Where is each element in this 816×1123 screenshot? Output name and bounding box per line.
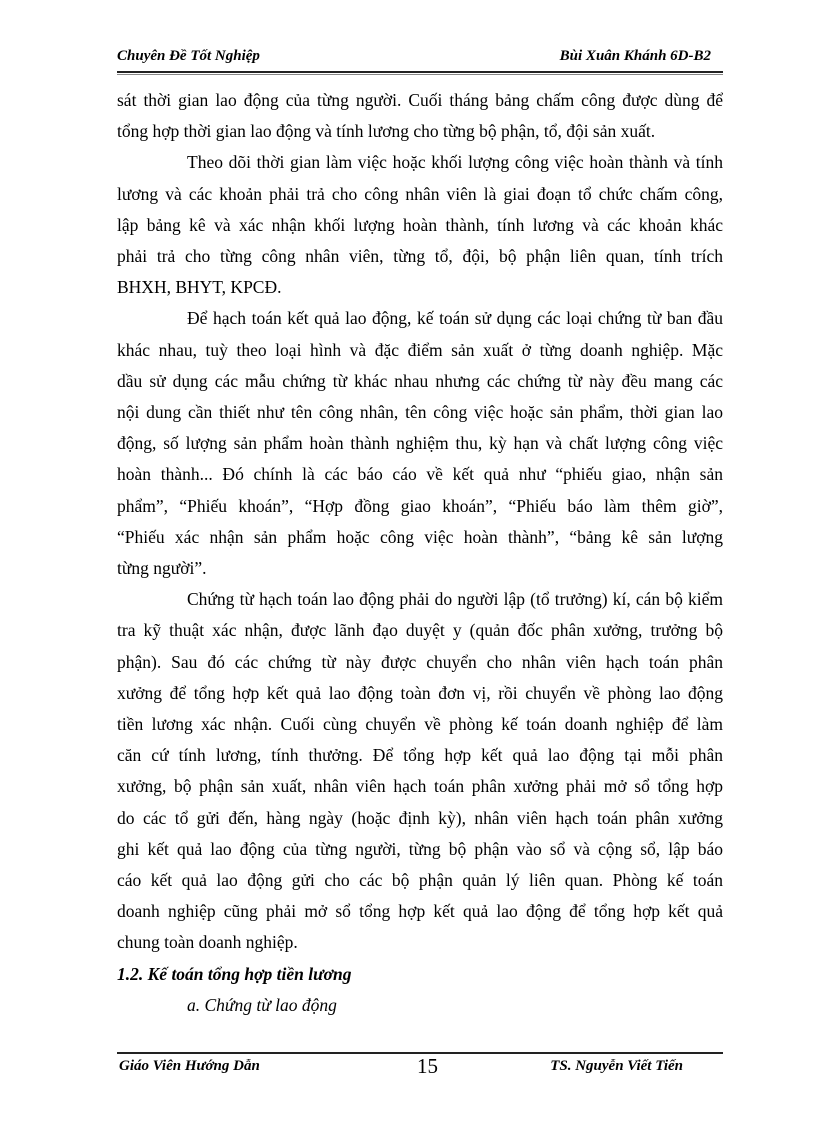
- text-line: do các tổ gửi đến, hàng ngày (hoặc định kỳ), nhân viên hạch toán phân xưởng: [117, 807, 723, 828]
- text-line: Theo dõi thời gian làm việc hoặc khối lượng công việc hoàn thành và tính: [187, 152, 723, 173]
- text-line: Chứng từ hạch toán lao động phải do người lập (tổ trưởng) kí, cán bộ kiểm: [187, 589, 723, 610]
- text-line: phải trả cho từng công nhân viên, từng tổ, đội, bộ phận liên quan, tính trích: [117, 246, 723, 267]
- text-line: sát thời gian lao động của từng người. Cuối tháng bảng chấm công được dùng để: [117, 90, 723, 110]
- paragraph: [117, 303, 723, 584]
- page-footer: [117, 1055, 723, 1079]
- text-line: phận). Sau đó các chứng từ này được chuyển cho nhân viên hạch toán phân: [117, 651, 723, 672]
- header-title: Chuyên Đề Tốt Nghiệp: [117, 48, 260, 64]
- page-header: [117, 46, 723, 68]
- text-line: tổng hợp thời gian lao động và tính lương cho từng bộ phận, tổ, đội sản xuất.: [117, 121, 656, 142]
- text-line: dầu sử dụng các mẫu chứng từ khác nhau nhưng các chứng từ này đều mang các: [117, 370, 723, 391]
- text-line: lập bảng kê và xác nhận khối lượng hoàn thành, tính lương và các khoản khác: [117, 214, 723, 235]
- text-line: phẩm”, “Phiếu khoán”, “Hợp đồng giao khoán”, “Phiếu báo làm thêm giờ”,: [117, 495, 723, 516]
- page-number: 15: [417, 1054, 438, 1078]
- header-author: Bùi Xuân Khánh 6D-B2: [559, 48, 711, 64]
- section-heading: 1.2. Kế toán tổng hợp tiền lương: [117, 963, 352, 984]
- text-line: BHXH, BHYT, KPCĐ.: [117, 277, 282, 298]
- text-line: từng người”.: [117, 558, 207, 579]
- text-line: tra kỹ thuật xác nhận, được lãnh đạo duyệt y (quản đốc phân xưởng, trưởng bộ: [117, 620, 723, 641]
- text-line: khác nhau, tuỳ theo loại hình và đặc điểm sản xuất ở từng doanh nghiệp. Mặc: [117, 339, 723, 360]
- text-line: “Phiếu xác nhận sản phẩm hoặc công việc hoàn thành”, “bảng kê sản lượng: [117, 526, 723, 547]
- footer-supervisor-label: Giáo Viên Hướng Dẫn: [119, 1058, 260, 1074]
- text-line: xưởng để tổng hợp kết quả lao động toàn đơn vị, rồi chuyển về phòng lao động: [117, 682, 723, 703]
- document-body: [117, 85, 723, 1021]
- text-line: cáo kết quả lao động gửi cho các bộ phận quản lý liên quan. Phòng kế toán: [117, 870, 723, 891]
- text-line: chung toàn doanh nghiệp.: [117, 932, 298, 953]
- paragraph: [117, 147, 723, 303]
- text-line: xưởng, bộ phận sản xuất, nhân viên hạch toán phân xưởng phải mở sổ tổng hợp: [117, 776, 723, 797]
- text-line: căn cứ tính lương, tính thưởng. Để tổng hợp kết quả lao động tại mỗi phân: [117, 745, 723, 766]
- text-line: ghi kết quả lao động của từng người, từng bộ phận vào sổ và cộng sổ, lập báo: [117, 838, 723, 859]
- paragraph: [117, 584, 723, 958]
- text-line: động, số lượng sản phẩm hoàn thành nghiệm thu, kỳ hạn và chất lượng công việc: [117, 433, 723, 454]
- header-divider: [117, 71, 723, 75]
- text-line: nội dung cần thiết như tên công nhân, tên công việc hoặc sản phẩm, thời gian lao: [117, 402, 723, 423]
- subsection-heading: a. Chứng từ lao động: [187, 994, 337, 1015]
- paragraph: [117, 85, 723, 147]
- text-line: doanh nghiệp cũng phải mở sổ tổng hợp kết quả lao động để tổng hợp kết quả: [117, 901, 723, 922]
- text-line: lương và các khoản phải trả cho công nhân viên là giai đoạn tổ chức chấm công,: [117, 183, 723, 204]
- text-line: hoàn thành... Đó chính là các báo cáo về kết quả như “phiếu giao, nhận sản: [117, 464, 723, 485]
- text-line: tiền lương xác nhận. Cuối cùng chuyển về phòng kế toán doanh nghiệp để làm: [117, 714, 723, 735]
- footer-supervisor-name: TS. Nguyễn Viết Tiến: [550, 1058, 683, 1074]
- text-line: Để hạch toán kết quả lao động, kế toán sử dụng các loại chứng từ ban đầu: [187, 308, 723, 329]
